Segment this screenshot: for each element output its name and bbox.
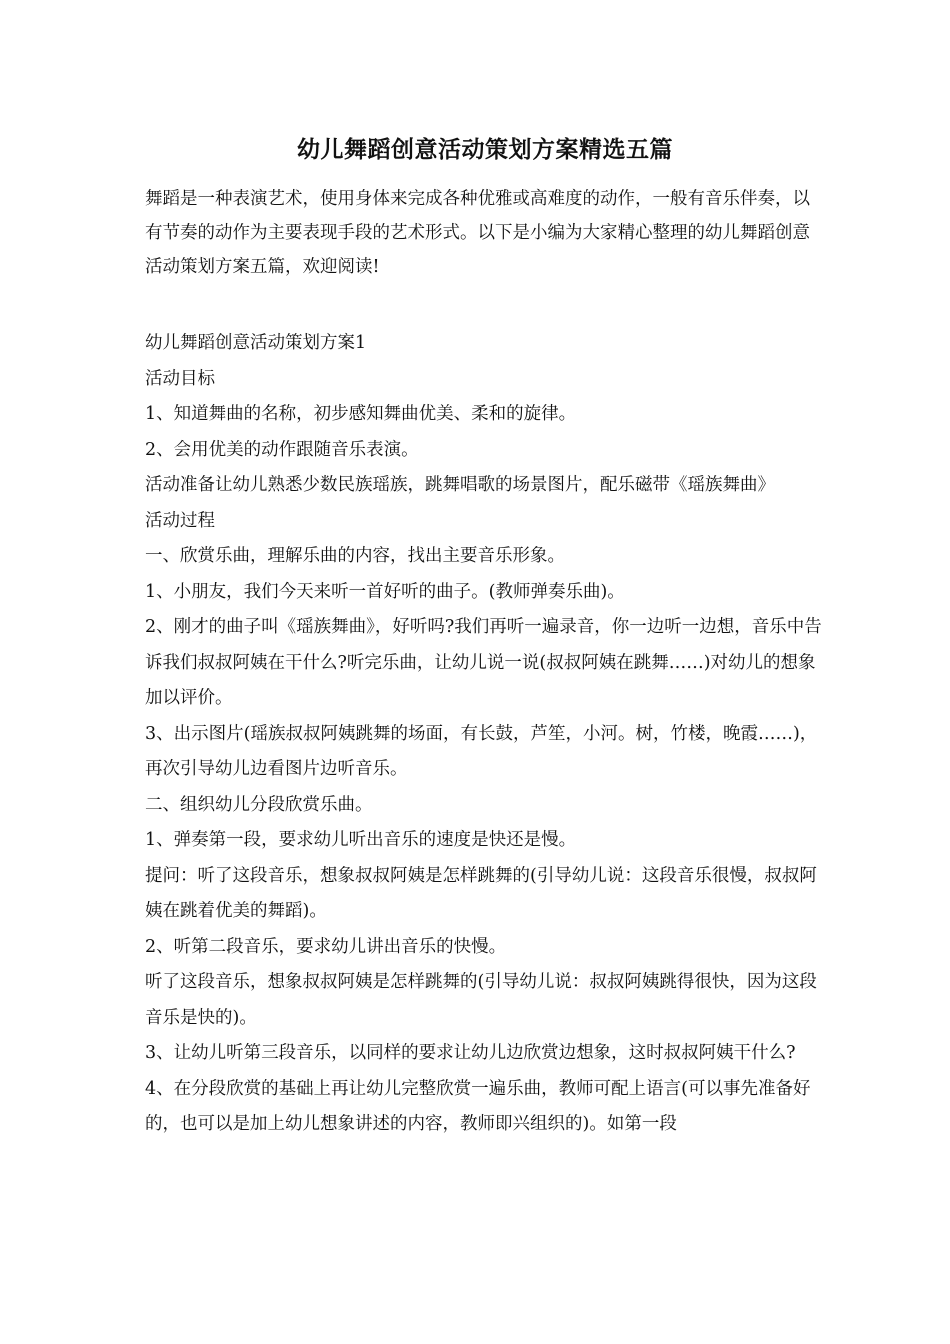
subheading-process: 活动过程	[145, 510, 215, 531]
process-step: 2、刚才的曲子叫《瑶族舞曲》，好听吗?我们再听一遍录音，你一边听一边想，音乐中告诉我们叔叔阿姨在干什么?听完乐曲，让幼儿说一说(叔叔阿姨在跳舞……)对幼儿的想象加以评价。	[145, 617, 822, 708]
document-title: 幼儿舞蹈创意活动策划方案精选五篇	[297, 136, 673, 163]
process-step: 一、欣赏乐曲，理解乐曲的内容，找出主要音乐形象。	[145, 546, 565, 566]
process-step: 3、出示图片(瑶族叔叔阿姨跳舞的场面，有长鼓，芦笙，小河。树，竹楼，晚霞……)，再次引导幼儿边看图片边听音乐。	[145, 723, 818, 779]
process-step: 听了这段音乐，想象叔叔阿姨是怎样跳舞的(引导幼儿说：叔叔阿姨跳得很快，因为这段音乐是快的)。	[145, 972, 817, 1028]
preparation-paragraph: 活动准备让幼儿熟悉少数民族瑶族，跳舞唱歌的场景图片，配乐磁带《瑶族舞曲》	[145, 475, 775, 495]
section-spacer	[145, 284, 825, 326]
process-step: 4、在分段欣赏的基础上再让幼儿完整欣赏一遍乐曲，教师可配上语言(可以事先准备好的，也可以是加上幼儿想象讲述的内容，教师即兴组织的)。如第一段	[145, 1078, 811, 1134]
section-heading: 幼儿舞蹈创意活动策划方案1	[145, 333, 367, 353]
goal-item: 2、会用优美的动作跟随音乐表演。	[145, 439, 419, 460]
intro-paragraph: 舞蹈是一种表演艺术，使用身体来完成各种优雅或高难度的动作，一般有音乐伴奏，以有节奏的动作为主要表现手段的艺术形式。以下是小编为大家精心整理的幼儿舞蹈创意活动策划方案五篇，欢迎阅读!	[145, 189, 810, 277]
document-page	[145, 130, 825, 1143]
goal-item: 1、知道舞曲的名称，初步感知舞曲优美、柔和的旋律。	[145, 404, 577, 424]
body-content	[145, 326, 825, 1143]
process-step: 二、组织幼儿分段欣赏乐曲。	[145, 794, 373, 815]
process-step: 提问：听了这段音乐，想象叔叔阿姨是怎样跳舞的(引导幼儿说：这段音乐很慢，叔叔阿姨在跳着优美的舞蹈)。	[145, 865, 817, 921]
process-step: 3、让幼儿听第三段音乐，以同样的要求让幼儿边欣赏边想象，这时叔叔阿姨干什么?	[145, 1043, 796, 1063]
process-step: 2、听第二段音乐，要求幼儿讲出音乐的快慢。	[145, 936, 507, 957]
subheading-goals: 活动目标	[145, 368, 215, 389]
process-step: 1、小朋友，我们今天来听一首好听的曲子。(教师弹奏乐曲)。	[145, 581, 625, 602]
process-step: 1、弹奏第一段，要求幼儿听出音乐的速度是快还是慢。	[145, 830, 577, 850]
